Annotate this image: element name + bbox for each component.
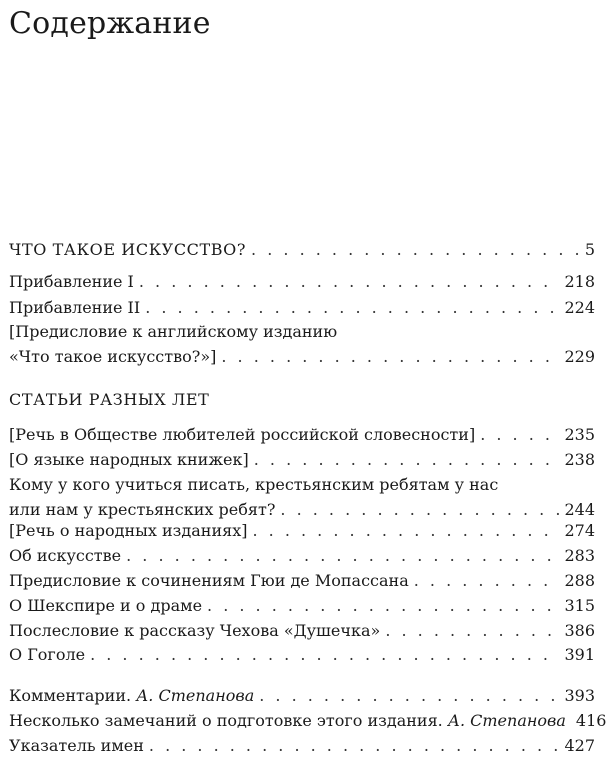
- toc-page-number: 229: [564, 347, 595, 366]
- toc-page-number: 416: [575, 711, 606, 730]
- toc-entry-shakespeare[interactable]: [9, 593, 595, 618]
- toc-entry-what-is-art[interactable]: [9, 237, 595, 262]
- toc-entry-on-art[interactable]: [9, 543, 595, 568]
- toc-entry-label-line2: или нам у крестьянских ребят?: [9, 500, 276, 519]
- toc-entry-speech-society[interactable]: [9, 422, 595, 447]
- toc-entry-label: Несколько замечаний о подготовке этого издания.: [9, 711, 443, 730]
- toc-entry-name-index[interactable]: [9, 733, 595, 758]
- toc-entry-commentary[interactable]: [9, 683, 595, 708]
- toc-page-number: 427: [564, 736, 595, 755]
- toc-entry-label-line1: [Предисловие к английскому изданию: [9, 322, 338, 341]
- dot-leader: [149, 733, 560, 758]
- dot-leader: [414, 568, 560, 593]
- dot-leader: [139, 269, 560, 294]
- toc-entry-edition-notes[interactable]: [9, 708, 606, 733]
- toc-entry-label: О Гоголе: [9, 645, 86, 664]
- toc-page-number: 315: [564, 596, 595, 615]
- dot-leader: [90, 642, 559, 667]
- toc-page-number: 393: [564, 686, 595, 705]
- toc-page-number: 386: [564, 621, 595, 640]
- dot-leader: [251, 237, 580, 262]
- toc-page-number: 274: [564, 521, 595, 540]
- toc-entry-label: Комментарии.: [9, 686, 132, 705]
- toc-page-number: 244: [564, 500, 595, 519]
- toc-page-number: 288: [564, 571, 595, 590]
- toc-page-number: 5: [584, 240, 595, 259]
- toc-entry-label: Послесловие к рассказу Чехова «Душечка»: [9, 621, 381, 640]
- toc-entry-folk-books-language[interactable]: [9, 447, 595, 472]
- toc-page-number: 391: [564, 645, 595, 664]
- toc-entry-label: Указатель имен: [9, 736, 144, 755]
- toc-entry-label-line2: «Что такое искусство?»]: [9, 347, 217, 366]
- section-heading-articles: СТАТЬИ РАЗНЫХ ЛЕТ: [9, 390, 210, 409]
- toc-entry-label: О Шекспире и о драме: [9, 596, 203, 615]
- toc-entry-label-line1: Кому у кого учиться писать, крестьянским ребятам у нас: [9, 475, 499, 494]
- toc-entry-label: Об искусстве: [9, 546, 122, 565]
- toc-entry-label: [Речь о народных изданиях]: [9, 521, 248, 540]
- page-title: Содержание: [9, 6, 211, 41]
- toc-entry-label: Прибавление II: [9, 298, 141, 317]
- toc-entry-label: [Речь в Обществе любителей российской словесности]: [9, 425, 476, 444]
- dot-leader: [126, 543, 559, 568]
- toc-entry-label: [О языке народных книжек]: [9, 450, 249, 469]
- toc-entry-speech-folk-editions[interactable]: [9, 518, 595, 543]
- toc-entry-author: А. Степанова: [136, 686, 255, 705]
- dot-leader: [221, 344, 559, 369]
- dot-leader: [480, 422, 559, 447]
- toc-entry-label: ЧТО ТАКОЕ ИСКУССТВО?: [9, 240, 247, 259]
- dot-leader: [385, 618, 559, 643]
- dot-leader: [207, 593, 559, 618]
- toc-entry-maupassant-preface[interactable]: [9, 568, 595, 593]
- dot-leader: [254, 447, 560, 472]
- toc-entry-chekhov-afterword[interactable]: [9, 618, 595, 643]
- toc-page-number: 235: [564, 425, 595, 444]
- toc-page-number: 224: [564, 298, 595, 317]
- dot-leader: [259, 683, 559, 708]
- toc-entry-who-should-learn[interactable]: [9, 472, 595, 522]
- toc-entry-label: Прибавление I: [9, 272, 134, 291]
- dot-leader: [145, 295, 559, 320]
- toc-entry-gogol[interactable]: [9, 642, 595, 667]
- toc-entry-appendix-1[interactable]: [9, 269, 595, 294]
- toc-page-number: 283: [564, 546, 595, 565]
- dot-leader: [252, 518, 559, 543]
- toc-entry-author: А. Степанова: [447, 711, 566, 730]
- toc-page-number: 218: [564, 272, 595, 291]
- toc-entry-appendix-2[interactable]: [9, 295, 595, 320]
- toc-page-number: 238: [564, 450, 595, 469]
- toc-entry-english-preface[interactable]: [9, 319, 595, 369]
- toc-entry-label: Предисловие к сочинениям Гюи де Мопассана: [9, 571, 409, 590]
